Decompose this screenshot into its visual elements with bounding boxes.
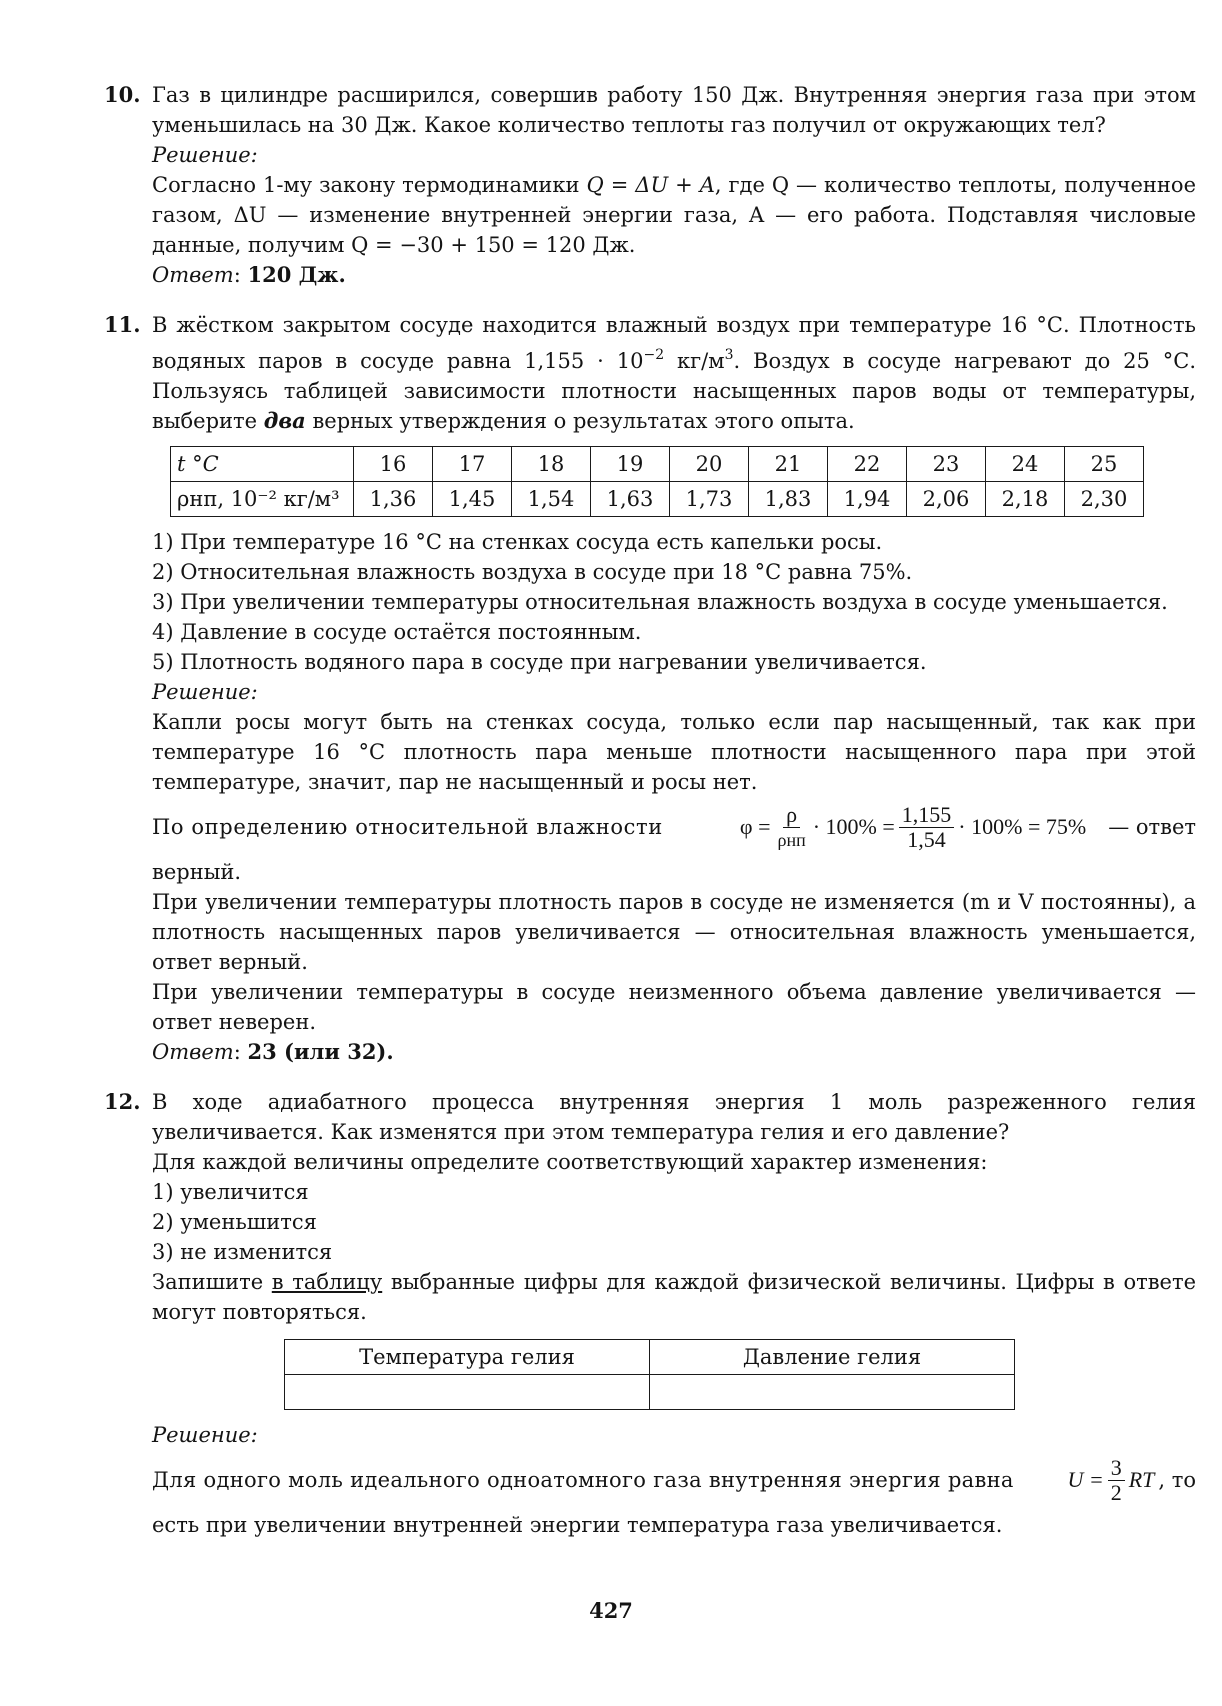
options-list — [152, 527, 1196, 677]
table-cell: 23 — [907, 447, 986, 482]
text-part: выбранные цифры для каждой физической величины. Цифры в ответе могут повторяться. — [152, 1270, 1196, 1324]
formula-intro: По определению относительной влажности — [152, 815, 663, 839]
humidity-formula — [740, 803, 1086, 852]
table-cell: 21 — [749, 447, 828, 482]
answer-line: Ответ: 23 (или 32). — [152, 1039, 394, 1064]
solution-label: Решение: — [152, 1423, 258, 1447]
formula-part: · 100% = — [812, 814, 895, 839]
table-cell: 2,30 — [1065, 482, 1144, 517]
formula-tail: — ответ — [1108, 815, 1196, 839]
text-part: В жёстком закрытом сосуде находится влажный воздух при температуре 16 °С. Плотность водяных паров в сосуде равна 1,155 · 10 — [152, 313, 1196, 373]
table-cell: 2,18 — [986, 482, 1065, 517]
option-item: 1) увеличится — [152, 1180, 309, 1204]
problem-12 — [104, 1087, 1196, 1540]
solution-paragraph: При увеличении температуры в сосуде неизменного объема давление увеличивается — ответ неверен. — [152, 980, 1196, 1034]
fraction-three-halves — [1108, 1456, 1125, 1505]
table-cell: 22 — [828, 447, 907, 482]
solution-paragraph: При увеличении температуры плотность паров в сосуде не изменяется (m и V постоянны), а плотность насыщенных паров увеличивается — относительная влажность уменьшается, ответ верный. — [152, 890, 1196, 974]
column-header: Температура гелия — [285, 1340, 650, 1375]
text-part: Запишите — [152, 1270, 272, 1294]
column-header: Давление гелия — [650, 1340, 1015, 1375]
answer-cell — [650, 1375, 1015, 1410]
answer-label: Ответ — [152, 1040, 234, 1064]
energy-formula-line — [152, 1450, 1196, 1510]
option-item: 3) При увеличении температуры относительная влажность воздуха в сосуде уменьшается. — [152, 590, 1168, 614]
energy-formula — [1067, 1456, 1154, 1505]
options-list — [152, 1177, 1196, 1267]
problem-number: 11. — [104, 312, 141, 337]
fraction-rho — [774, 803, 808, 852]
table-cell: 2,06 — [907, 482, 986, 517]
formula-part: U = — [1067, 1467, 1104, 1492]
answer-table-row — [285, 1375, 1015, 1410]
table-row-density — [171, 482, 1144, 517]
problem-11 — [104, 310, 1196, 1067]
numerator: 1,155 — [899, 803, 955, 828]
table-cell: 1,83 — [749, 482, 828, 517]
table-row-temperature — [171, 447, 1144, 482]
solution-label: Решение: — [152, 143, 258, 167]
table-cell: 1,54 — [512, 482, 591, 517]
answer-table-header — [285, 1340, 1015, 1375]
answer-table — [284, 1339, 1015, 1410]
answer-value: 120 Дж. — [247, 262, 346, 287]
option-item: 1) При температуре 16 °С на стенках сосуда есть капельки росы. — [152, 530, 883, 554]
page-number: 427 — [589, 1598, 633, 1623]
table-cell: 25 — [1065, 447, 1144, 482]
option-item: 2) уменьшится — [152, 1210, 317, 1234]
formula: Q = ΔU + A — [586, 173, 715, 197]
table-cell: 16 — [354, 447, 433, 482]
answer-line: Ответ: 120 Дж. — [152, 262, 346, 287]
option-item: 4) Давление в сосуде остаётся постоянным. — [152, 620, 642, 644]
text-part: в таблицу — [271, 1270, 383, 1294]
formula-tail: , то — [1158, 1468, 1196, 1492]
table-cell: 1,94 — [828, 482, 907, 517]
problem-number: 10. — [104, 82, 141, 107]
density-table — [170, 446, 1144, 517]
formula-intro: Для одного моль идеального одноатомного газа внутренняя энергия равна — [152, 1468, 1014, 1492]
solution-paragraph: есть при увеличении внутренней энергии температура газа увеличивается. — [152, 1513, 1003, 1537]
numerator: 3 — [1108, 1456, 1125, 1481]
write-instruction — [152, 1267, 1196, 1327]
instruction: Для каждой величины определите соответствующий характер изменения: — [152, 1150, 988, 1174]
text-part: кг/м — [664, 349, 725, 373]
solution-part: Согласно 1-му закону термодинамики — [152, 173, 587, 197]
numerator: ρ — [783, 803, 800, 828]
option-item: 5) Плотность водяного пара в сосуде при нагревании увеличивается. — [152, 650, 927, 674]
solution-text — [152, 170, 1196, 260]
table-cell: 19 — [591, 447, 670, 482]
exponent: 3 — [724, 347, 734, 363]
exponent: −2 — [643, 347, 665, 363]
table-cell: 1,45 — [433, 482, 512, 517]
fraction-values — [899, 803, 955, 852]
denominator: 1,54 — [907, 826, 946, 852]
problem-10 — [104, 80, 1196, 290]
answer-cell — [285, 1375, 650, 1410]
solution-label: Решение: — [152, 680, 258, 704]
text-part: . Воздух в сосуде нагревают до 25 °С. Пользуясь таблицей зависимости плотности насыщенных паров воды от температуры, выберите — [152, 349, 1197, 433]
table-cell: 1,36 — [354, 482, 433, 517]
table-cell: 1,63 — [591, 482, 670, 517]
table-cell: 17 — [433, 447, 512, 482]
row-header: t °C — [171, 447, 354, 482]
emphasis: два — [263, 408, 306, 433]
solution-part: , где Q — количество теплоты, полученное газом, ΔU — изменение внутренней энергии газа, A — его работа. Подставляя числовые данные, получим Q = −30 + 150 = 120 Дж. — [152, 173, 1196, 257]
answer-label: Ответ — [152, 263, 234, 287]
formula-part: · 100% = 75% — [958, 814, 1087, 839]
row-header: ρнп, 10⁻² кг/м³ — [171, 482, 354, 517]
problem-text: В ходе адиабатного процесса внутренняя энергия 1 моль разреженного гелия увеличивается. Как изменятся при этом температура гелия и его давление? — [152, 1090, 1196, 1144]
table-cell: 24 — [986, 447, 1065, 482]
table-cell: 20 — [670, 447, 749, 482]
option-item: 2) Относительная влажность воздуха в сосуде при 18 °С равна 75%. — [152, 560, 913, 584]
problem-text — [152, 310, 1196, 436]
text-part: верных утверждения о результатах этого опыта. — [305, 409, 855, 433]
phi-symbol: φ = — [739, 814, 771, 839]
humidity-formula-line — [152, 797, 1196, 857]
solution-paragraph: Капли росы могут быть на стенках сосуда, только если пар насыщенный, так как при температуре 16 °С плотность пара меньше плотности насыщенного пара при этой температуре, значит, пар не насыщенный и росы нет. — [152, 710, 1196, 794]
page-content — [104, 80, 1196, 1560]
answer-value: 23 (или 32). — [247, 1039, 394, 1064]
denominator: ρнп — [777, 829, 806, 850]
problem-text: Газ в цилиндре расширился, совершив работу 150 Дж. Внутренняя энергия газа при этом уменьшилась на 30 Дж. Какое количество теплоты газ получил от окружающих тел? — [152, 83, 1196, 137]
formula-part: RT — [1128, 1467, 1155, 1492]
table-cell: 1,73 — [670, 482, 749, 517]
denominator: 2 — [1110, 1479, 1122, 1505]
solution-paragraph: верный. — [152, 860, 242, 884]
problem-number: 12. — [104, 1089, 141, 1114]
option-item: 3) не изменится — [152, 1240, 333, 1264]
table-cell: 18 — [512, 447, 591, 482]
